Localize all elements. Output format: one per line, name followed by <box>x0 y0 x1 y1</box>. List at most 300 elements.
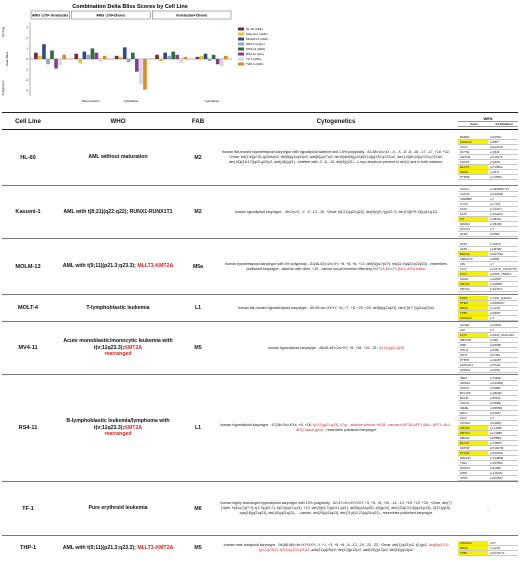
bar <box>212 55 216 59</box>
wes-mutation: p.Q813R <box>488 222 518 227</box>
cytogenetics-text <box>214 130 458 186</box>
wes-gene: AFF3 <box>458 246 488 251</box>
wes-mutation: p.Q46R <box>488 160 518 165</box>
category-label: Daunorubicin <box>81 99 100 103</box>
wes-mutation: p.L1166F <box>488 425 518 430</box>
legend-entry: Kasumi-1 (AML) <box>246 32 268 36</box>
bar <box>58 59 62 65</box>
cytogenetics-text <box>214 239 458 295</box>
bar <box>54 59 58 69</box>
cell-line-name: MV4-11 <box>2 322 54 375</box>
wes-row <box>458 550 518 555</box>
wes-gene: POT1 <box>458 353 488 358</box>
antagonism-label: Antagonism <box>1 80 5 96</box>
wes-cell <box>458 239 518 295</box>
who-text: Pure erythroid leukemia <box>88 505 148 512</box>
bar <box>179 59 183 63</box>
synergy-label: Synergy <box>1 26 5 38</box>
table-row <box>2 130 518 186</box>
wes-mutation: p.T464P <box>488 376 518 381</box>
wes-mutation: p.P1307M <box>488 445 518 450</box>
wes-gene: PHF6 <box>458 296 488 301</box>
wes-mutation: p.S4741T <box>488 286 518 291</box>
bar <box>123 47 127 59</box>
wes-mutation: p.V356M <box>488 440 518 445</box>
table-row <box>2 322 518 375</box>
wes-gene: NBN <box>458 343 488 348</box>
wes-mutation: p.? <box>488 315 518 320</box>
y-tick-label: 3 <box>26 26 28 30</box>
legend-entry: MOLM-13 (AML) <box>246 37 269 41</box>
cyto-fusion: KMT2A-MLLT3 (MLL-AF9) fusion <box>372 266 426 271</box>
wes-mutation: p.N6S <box>488 338 518 343</box>
wes-gene: WHSC1 <box>458 465 488 470</box>
who-fusion: MLLT3-KMT2A <box>137 545 174 551</box>
wes-mutation: p.N822K <box>488 217 518 222</box>
wes-gene: CBFA2T3 <box>458 256 488 261</box>
wes-mutation: p.L1198P <box>488 430 518 435</box>
bar <box>131 53 135 59</box>
wes-table <box>458 135 518 180</box>
who-rearranged: rearranged <box>104 431 132 438</box>
who-classification <box>54 186 182 239</box>
bar <box>220 59 224 66</box>
wes-gene: NRAS <box>458 305 488 310</box>
bar <box>216 59 220 64</box>
wes-cell <box>458 375 518 482</box>
wes-mutation: p.G12D <box>488 305 518 310</box>
wes-row <box>458 232 518 237</box>
legend-swatch <box>238 28 244 31</box>
y-axis-label: Delta Bliss <box>5 51 9 67</box>
category-label: Cytarabine <box>204 99 220 103</box>
wes-mutation: p.P613L <box>488 395 518 400</box>
chart-title: Combination Delta Bliss Scores by Cell Line <box>72 4 188 10</box>
header-wes <box>458 113 518 130</box>
wes-mutation: p.R306* <box>488 310 518 315</box>
y-tick-label: -3 <box>25 89 28 93</box>
wes-table <box>458 323 518 373</box>
wes-mutation: p.V1595I <box>488 175 518 180</box>
table-body <box>2 130 518 561</box>
wes-gene: NRAS <box>458 170 488 175</box>
legend-swatch <box>238 53 244 56</box>
wes-gene: PTCH1 <box>458 450 488 455</box>
wes-mutation: p.R258W <box>488 405 518 410</box>
wes-gene-header: Gene <box>470 121 478 126</box>
bar <box>171 52 175 59</box>
cyto-fusion: t(4;11)(q21;q23) <box>378 345 405 350</box>
table-row <box>2 295 518 322</box>
wes-gene: MLLT4 <box>458 165 488 170</box>
wes-gene: ALK <box>458 328 488 333</box>
wes-gene: PTPRK <box>458 175 488 180</box>
cytogenetics-text <box>214 536 458 561</box>
wes-gene: FLT3 <box>458 266 488 271</box>
fab-class: L1 <box>182 295 214 322</box>
bar <box>184 57 188 59</box>
wes-mutation: p.G12D <box>488 545 518 550</box>
wes-row <box>458 475 518 480</box>
bar <box>42 44 46 59</box>
table-row <box>2 536 518 561</box>
bar <box>224 56 228 59</box>
wes-gene: NCOA1 <box>458 227 488 232</box>
wes-gene: CDKN2A <box>458 140 488 145</box>
bar <box>62 55 66 59</box>
wes-gene: AFF3 <box>458 242 488 247</box>
wes-gene: CBL <box>458 261 488 266</box>
wes-mutation: p.V287E <box>488 323 518 328</box>
table-header-row <box>2 113 518 130</box>
wes-mutation: p.Q802R <box>488 390 518 395</box>
wes-gene: BARD1 <box>458 135 488 140</box>
wes-gene: MECOM <box>458 338 488 343</box>
bar <box>196 57 200 59</box>
cyto-fusion: t(4;11)(q21;q23), i(7q) - sideline without +8/18 - carries KMT2A-AFF1 (MLL-AFF1; MLL-AF4) fusion gene <box>295 423 452 432</box>
bar <box>155 55 159 59</box>
wes-mutation: p.P203Y <box>488 410 518 415</box>
header-who: WHO <box>54 113 182 130</box>
wes-gene: FAT4 <box>458 212 488 217</box>
wes-mutation: p.Q64K <box>488 150 518 155</box>
cyto-tail: , add(11)(q25)x2, del(12)(p12)x2, add(19)(p13)x2, del(16)(q13)x2 <box>309 548 414 553</box>
wes-gene: FLT3 <box>458 415 488 420</box>
wes-table <box>458 541 518 556</box>
who-fusion: MLLT3-KMT2A <box>137 263 174 270</box>
wes-row <box>458 315 518 320</box>
cytogenetics-text <box>214 375 458 482</box>
cell-line-name: MOLT-4 <box>2 295 54 322</box>
who-text: Acute monoblastic/monocytic leukemia with t(v;11q23.3); <box>63 338 173 351</box>
wes-gene: FLT3 <box>458 333 488 338</box>
cell-line-name: Kasumi-1 <box>2 186 54 239</box>
wes-mutation: p.T257A <box>488 242 518 247</box>
who-classification <box>54 239 182 295</box>
legend-swatch <box>238 43 244 46</box>
wes-gene: CASC5 <box>458 192 488 197</box>
bar <box>50 51 54 59</box>
wes-gene: ABL2 <box>458 376 488 381</box>
fab-class: L1 <box>182 375 214 482</box>
wes-gene: WHSC1L1 <box>458 363 488 368</box>
bar <box>115 56 119 59</box>
table-row <box>2 186 518 239</box>
wes-mutation: p.E1224K <box>488 145 518 150</box>
bar <box>34 53 38 59</box>
wes-gene: NUP98 <box>458 445 488 450</box>
wes-row <box>458 286 518 291</box>
who-classification <box>54 536 182 561</box>
wes-gene: IDE3E <box>458 405 488 410</box>
legend-entry: RS4-11 (ALL) <box>246 52 265 56</box>
header-cell-line: Cell Line <box>2 113 54 130</box>
wes-row <box>458 368 518 373</box>
wes-mutation: p.Q61L <box>488 170 518 175</box>
wes-table <box>458 242 518 292</box>
header-fab: FAB <box>182 113 214 130</box>
wes-mutation: p.P544L <box>488 363 518 368</box>
wes-subheader <box>458 122 518 127</box>
bar <box>74 54 78 59</box>
wes-mutation: p.G646Wfs*12 <box>488 187 518 192</box>
cyto-main: human near-tetraploid karyotype - 94(88-96)<4n>XY/XXY, -Y, +1, +3, +6, +6, -8, -13, -19, -22, -22, +2mar, del(1)(p21)x2, i(1q)x2, <box>223 543 429 548</box>
bar <box>83 52 87 59</box>
who-text: AML with t(9;11)(p21.3;q23.3); <box>62 263 138 270</box>
chart-svg <box>0 0 520 112</box>
who-classification <box>54 375 182 482</box>
wes-row <box>458 175 518 180</box>
wes-mutation: p.L775L <box>488 202 518 207</box>
wes-mutation: p.? <box>488 415 518 420</box>
bar <box>87 55 91 59</box>
wes-mutation: p.P848H <box>488 400 518 405</box>
who-text: T-lymphoblastic leukemia <box>86 304 150 311</box>
wes-mutation: p.S5758A <box>488 460 518 465</box>
cytogenetics-text <box>214 295 458 322</box>
bar <box>163 53 167 59</box>
wes-gene: KMT2C <box>458 430 488 435</box>
legend-swatch <box>238 33 244 36</box>
y-tick-label: 1 <box>26 47 28 51</box>
fab-class: M6 <box>182 482 214 536</box>
wes-mutation: p.D600_L601ins10 <box>488 333 518 338</box>
wes-mutation: p.P86R <box>488 232 518 237</box>
wes-mutation: p.H979R <box>488 246 518 251</box>
bar <box>208 59 212 61</box>
cytogenetics-text <box>214 322 458 375</box>
cyto-main: human highly rearranged hyperdiploid karyotype with 12% polyploidy - 52-57<2n>XY/XXY, +3, +5, +8, +10, -12, -13, +15, +19, +20, +2mar, der(?)(Yqter-Yp11q?)t(?;?), t(1;?)(q21;?), 6(2;2)(q21;q14), +13, der(3)t(3;?)(q13.1;q21), del(5)(q31q35), i(6)(p10), der(13)t(13;13)(q14;p13), ?i(17)(q10), dup(18)(q21q23), del(18)(q21q22)... - carries, del(20)(q11q13), der(21)t(12;21)(q24;q22) - resembles published karyotype <box>220 501 452 515</box>
wes-mutation: p.R1150H <box>488 450 518 455</box>
wes-mutation: p.A1129V <box>488 470 518 475</box>
wes-gene: KIT <box>458 217 488 222</box>
wes-table <box>458 187 518 237</box>
wes-gene: ASXL1 <box>458 187 488 192</box>
cyto-tail: - resembles published karyotype <box>323 428 377 432</box>
wes-gene: MLLT3 <box>458 440 488 445</box>
header-cytogenetics: Cytogenetics <box>214 113 458 130</box>
cytogenetics-text <box>214 482 458 536</box>
who-text: AML without maturation <box>88 154 148 161</box>
legend-swatch <box>238 38 244 41</box>
bar <box>103 56 107 59</box>
wes-gene: ARID1A <box>458 380 488 385</box>
wes-mutation: p.D2723G <box>488 251 518 256</box>
wes-mutation: p.R1254Y <box>488 475 518 480</box>
wes-gene: KMT2C <box>458 286 488 291</box>
bar <box>38 56 42 59</box>
wes-gene: MAML2 <box>458 222 488 227</box>
wes-gene: CYLD <box>458 202 488 207</box>
wes-gene: CDK12 <box>458 400 488 405</box>
cyto-main: human hyperdiploid karyotype - 48(46-48)<2n>XY, +8, +18, +19, -21, <box>267 345 379 350</box>
cyto-main: human flat-moded hypotetraploid karyotype with hypodiploid sideline and 1.5% polyploidy - 82-88<4n>XX, -X, -X, -8, -8, -16, -17, -17, +18, +22, +2mar, ins(1;8)(p?31;q24hsr)x2, del(5)(q11q31)x2, add(6)(q27)x2, der(9)del(9)(p13)t(9;14)(q?22;q?22)x2, der(14)t(9;14)(q?22;q?22)x2, der(16)t(16;17)(q22;q22)x2, add(18)(q21) - sideline with -2, -5, -15, del(9)(p21) - c-myc amplicon present in der(1) and in both markers. <box>222 150 450 164</box>
wes-mutation: p.L247S_Y347SYVK <box>490 266 517 271</box>
wes-mutation: p.A253V <box>488 276 518 281</box>
wes-title: WES <box>458 116 518 122</box>
wes-gene: PTPRT <box>458 358 488 363</box>
wes-gene: KMT2A <box>458 425 488 430</box>
legend-entry: THP-1 (AML) <box>246 62 264 66</box>
cyto-main: human flat-moded hypotetraploid karyotype - 89-95<4n>XXYY, +6, +7, +8, +20, +20, del(6)(q21q23), der(7)t(7;7)(p11q23)x2 <box>237 305 435 310</box>
bar <box>78 59 82 63</box>
wes-gene: POLQ <box>458 348 488 353</box>
who-fusion: KMT2A <box>124 344 143 351</box>
bar <box>91 48 95 59</box>
wes-mutation: p.P83P <box>488 256 518 261</box>
bar <box>143 59 147 90</box>
cyto-main: human hyperdiploid karyotype - 47(48<2n>X/Xx, +8, +18, <box>220 423 313 428</box>
wes-mutation: p.? <box>488 227 518 232</box>
cell-line-table <box>2 112 518 561</box>
delta-bliss-chart <box>0 0 520 112</box>
wes-mutation: p.R174fs*3 <box>488 550 518 555</box>
fab-class: M2 <box>182 186 214 239</box>
fab-class: M5a <box>182 239 214 295</box>
wes-gene: ERC1 <box>458 410 488 415</box>
wes-mutation: p.K1617K <box>488 155 518 160</box>
bar <box>200 56 204 59</box>
wes-gene: DCTN1 <box>458 150 488 155</box>
wes-gene: TP53 <box>458 550 488 555</box>
wes-mutation: p.K318Q <box>488 420 518 425</box>
wes-gene: FOXM1 <box>458 420 488 425</box>
who-classification <box>54 130 182 186</box>
wes-mutation: p.A2695T <box>488 281 518 286</box>
who-classification <box>54 482 182 536</box>
bar <box>46 59 50 64</box>
fab-class: M5 <box>182 322 214 375</box>
wes-mutation: p.D1063E <box>488 192 518 197</box>
wes-mutation: p.? <box>488 261 518 266</box>
cell-line-name: THP-1 <box>2 536 54 561</box>
legend-entry: HL-60 (AML) <box>246 27 264 31</box>
group-header-label: AMG -176+ Venetoclax <box>32 13 69 18</box>
wes-cell <box>458 130 518 186</box>
cyto-main: human hypodiploid karyotype - 45<2n>X, -Y, -9, -13, -16, +3mar, t(8;21)(q22;q22), der(9)(t(9;?)(p22;?), der(13)t(?9;13)(q11;q11) <box>234 209 438 214</box>
bar <box>99 59 103 62</box>
wes-cell <box>458 482 518 536</box>
fab-class: M2 <box>182 130 214 186</box>
wes-gene: CUX1 <box>458 145 488 150</box>
legend-swatch <box>238 63 244 66</box>
wes-gene: BCL11B <box>458 390 488 395</box>
who-fusion: KMT2A <box>124 424 143 431</box>
wes-mutation: p.P1380A <box>488 165 518 170</box>
wes-mutation: p.R469K <box>488 343 518 348</box>
wes-mutation: p.N1399Q <box>488 380 518 385</box>
wes-gene: NRAS <box>458 545 488 550</box>
wes-gene: FOXP1 <box>458 160 488 165</box>
wes-gene: RNF213 <box>458 455 488 460</box>
wes-cell <box>458 322 518 375</box>
bar <box>127 59 131 62</box>
wes-gene: TP53 <box>458 310 488 315</box>
who-text: AML with t(9;11)(p21.3;q23.3); <box>62 545 138 551</box>
wes-mutation: p.P588Q <box>488 435 518 440</box>
wes-mutation: p.I939M <box>488 385 518 390</box>
wes-gene: ACVR1 <box>458 323 488 328</box>
wes-gene: CREBBP <box>458 197 488 202</box>
wes-gene: MED12 <box>458 435 488 440</box>
fab-class: M5 <box>182 536 214 561</box>
table-row <box>2 482 518 536</box>
y-tick-label: 0 <box>26 58 28 61</box>
table-row <box>2 375 518 482</box>
table-row <box>2 239 518 295</box>
bar <box>159 59 163 61</box>
wes-mutation: p.? <box>488 197 518 202</box>
bar <box>204 54 208 59</box>
wes-cell <box>458 186 518 239</box>
who-classification <box>54 295 182 322</box>
y-tick-label: -1 <box>25 68 28 72</box>
who-rearranged: rearranged <box>104 351 132 358</box>
bar <box>139 59 143 84</box>
wes-gene: KMT2A <box>458 281 488 286</box>
wes-gene: FLT3 <box>458 271 488 276</box>
wes-gene: BCL9L <box>458 395 488 400</box>
wes-mutation: p.P49L <box>488 348 518 353</box>
wes-mutation: p.0? <box>488 541 518 546</box>
wes-table <box>458 296 518 321</box>
wes-gene: NF1B <box>458 232 488 237</box>
wes-gene: WRN <box>458 470 488 475</box>
wes-gene: XPO1 <box>458 475 488 480</box>
y-tick-label: -2 <box>25 79 28 83</box>
wes-gene: FANCM <box>458 155 488 160</box>
wes-gene: ZNF521 <box>458 368 488 373</box>
wes-mutation: p.S2412A <box>488 212 518 217</box>
cell-line-name: MOLM-13 <box>2 239 54 295</box>
wes-cell <box>458 295 518 322</box>
legend-swatch <box>238 58 244 61</box>
category-label: Cytarabine <box>123 99 139 103</box>
wes-gene: CDKN2A <box>458 315 488 320</box>
cell-line-name: HL-60 <box>2 130 54 186</box>
legend-swatch <box>238 48 244 51</box>
who-text: AML with t(8;21)(q22;q22); RUNX1-RUNX1T1 <box>63 208 173 215</box>
wes-empty: - <box>487 506 489 511</box>
wes-mutation: p.K76M <box>488 353 518 358</box>
wes-mutation: p.D596_Y599ins <box>488 271 518 276</box>
wes-mutation: p.E109K <box>488 465 518 470</box>
group-header-label: AMG -176+Chemo <box>96 13 126 18</box>
wes-mutation: p.R153H <box>488 135 518 140</box>
wes-mutation: p.? <box>488 328 518 333</box>
wes-mutation: p.I1146T <box>488 358 518 363</box>
who-text: B-lymphoblastic leukemia/lymphoma with t(v;11q23.3); <box>66 418 170 431</box>
wes-mutation: p.Y301_Q401ins <box>488 296 518 301</box>
wes-mutation: p.K34Q <box>488 368 518 373</box>
cell-line-name: RS4-11 <box>2 375 54 482</box>
bar <box>135 59 139 72</box>
wes-aa-header: AA Mutation <box>495 121 513 126</box>
wes-gene: PTEN <box>458 300 488 305</box>
cytogenetics-text <box>214 186 458 239</box>
wes-mutation: p.V3498M <box>488 455 518 460</box>
wes-gene: CDKN2A <box>458 541 488 546</box>
legend-entry: MOLT-4 (ALL) <box>246 42 265 46</box>
wes-gene: TFE3 <box>458 460 488 465</box>
wes-cell <box>458 536 518 561</box>
wes-gene: ASXL2 <box>458 385 488 390</box>
wes-table <box>458 376 518 481</box>
y-tick-label: 2 <box>26 36 28 40</box>
bar <box>119 57 123 59</box>
cyto-main: human hypotetraploid karyotype with 4% polyploidy - 51(48-52)<2n>XY, +8, +8, +8, +13, del(8)(p1?p2?), ins(11;9)(q23;p22p23) - resembles published karyotype - sideline with idem, +19 - carries occult insertion effecting <box>225 261 447 271</box>
wes-gene: FAT4 <box>458 207 488 212</box>
